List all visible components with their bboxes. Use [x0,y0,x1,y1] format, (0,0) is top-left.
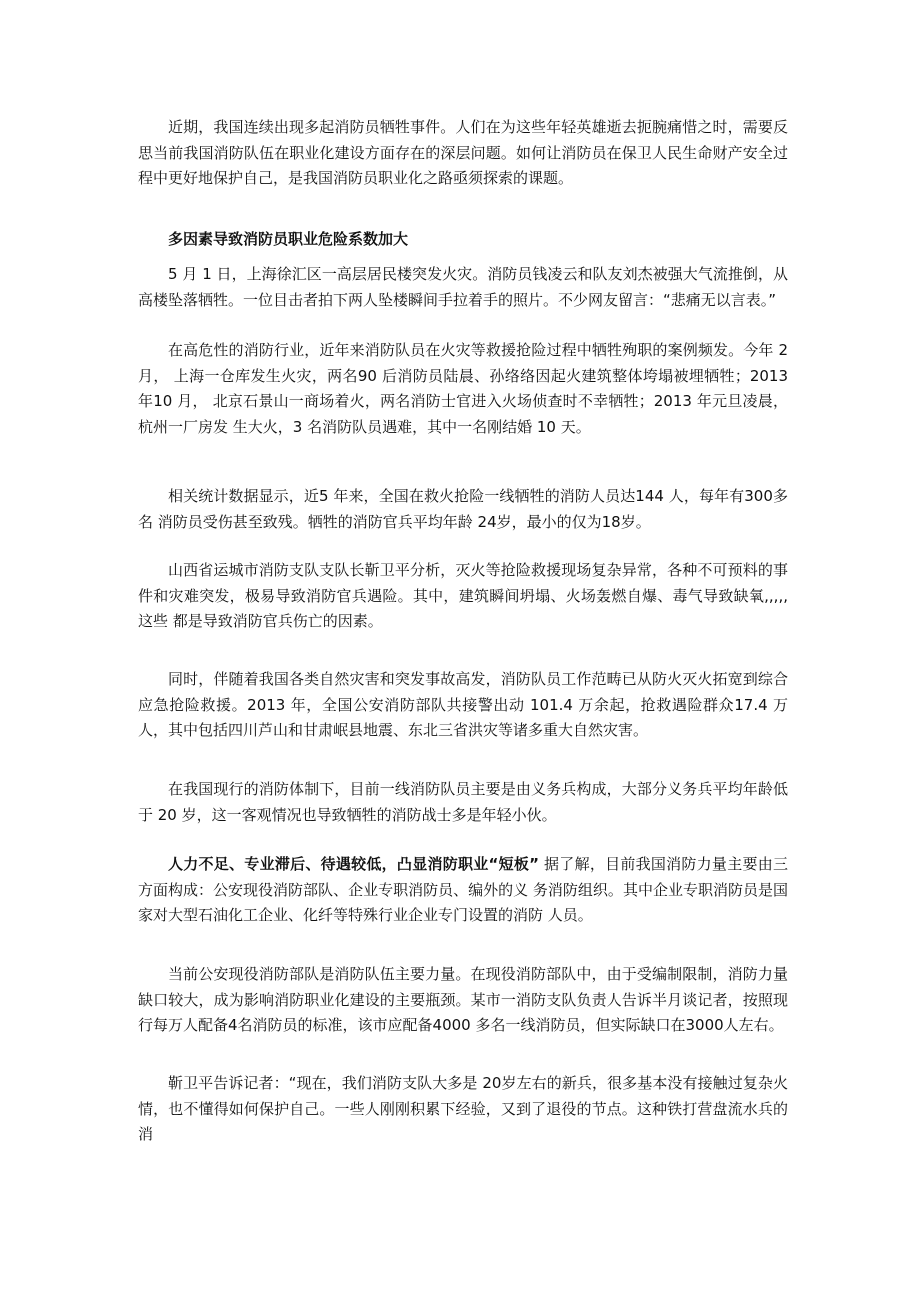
paragraph-disaster-rescue: 同时，伴随着我国各类自然灾害和突发事故高发，消防队员工作范畴已从防火灭火拓宽到综合应急抢险救援。2013 年，全国公安消防部队共接警出动 101.4 万余起，抢救遇险群众17.4 万人，其中包括四川芦山和甘肃岷县地震、东北三省洪灾等诸多重大自然灾害。 [138,670,788,739]
paragraph-quote: 靳卫平告诉记者：“现在，我们消防支队大多是 20岁左右的新兵，很多基本没有接触过复杂火情，也不懂得如何保护自己。一些人刚刚积累下经验，又到了退役的节点。这种铁打营盘流水兵的消 [138,1074,788,1143]
intro-paragraph: 近期，我国连续出现多起消防员牺牲事件。人们在为这些年轻英雄逝去扼腕痛惜之时，需要反思当前我国消防队伍在职业化建设方面存在的深层问题。如何让消防员在保卫人民生命财产安全过程中更好地保护自己，是我国消防员职业化之路亟须探索的课题。 [138,118,788,187]
paragraph-active-forces: 当前公安现役消防部队是消防队伍主要力量。在现役消防部队中，由于受编制限制，消防力量缺口较大，成为影响消防职业化建设的主要瓶颈。某市一消防支队负责人告诉半月谈记者，按照现行每万人配备4名消防员的标准，该市应配备4000 多名一线消防员，但实际缺口在3000人左右。 [138,965,788,1034]
paragraph-statistics: 相关统计数据显示，近5 年来，全国在救火抢险一线牺牲的消防人员达144 人，每年有300多名 消防员受伤甚至致残。牺牲的消防官兵平均年龄 24岁，最小的仅为18岁。 [138,487,788,531]
paragraph-analysis: 山西省运城市消防支队支队长靳卫平分析，灭火等抢险救援现场复杂异常，各种不可预料的事件和灾难突发，极易导致消防官兵遇险。其中，建筑瞬间坍塌、火场轰燃自爆、毒气导致缺氧,,,,,这些 都是导致消防官兵伤亡的因素。 [138,561,788,630]
inline-section-heading: 人力不足、专业滞后、待遇较低，凸显消防职业“短板” [168,855,540,873]
paragraph-recent-cases: 在高危性的消防行业，近年来消防队员在火灾等救援抢险过程中牺牲殉职的案例频发。今年 2 月， 上海一仓库发生火灾，两名90 后消防员陆晨、孙络络因起火建筑整体垮塌被埋牺牲；2013 年10 月， 北京石景山一商场着火，两名消防士官进入火场侦查时不幸牺牲；2013 年元旦凌晨，杭州一厂房发 生大火，3 名消防队员遇难，其中一名刚结婚 10 天。 [138,341,788,436]
paragraph-young-soldiers: 在我国现行的消防体制下，目前一线消防队员主要是由义务兵构成，大部分义务兵平均年龄低于 20 岁，这一客观情况也导致牺牲的消防战士多是年轻小伙。 [138,780,788,824]
paragraph-shanghai-fire: 5 月 1 日，上海徐汇区一高层居民楼突发火灾。消防员钱凌云和队友刘杰被强大气流推倒，从高楼坠落牺牲。一位目击者拍下两人坠楼瞬间手拉着手的照片。不少网友留言：“悲痛无以言表。” [138,265,788,309]
paragraph-manpower-shortage [138,852,788,929]
paragraph-text: 据了解，目前我国消防力量主要由三方面构成：公安现役消防部队、企业专职消防员、编外的义 务消防组织。其中企业专职消防员是国家对大型石油化工企业、化纤等特殊行业企业专门设置的消防 人员。 [138,855,788,924]
section-heading-risk-factors: 多因素导致消防员职业危险系数加大 [168,230,409,248]
